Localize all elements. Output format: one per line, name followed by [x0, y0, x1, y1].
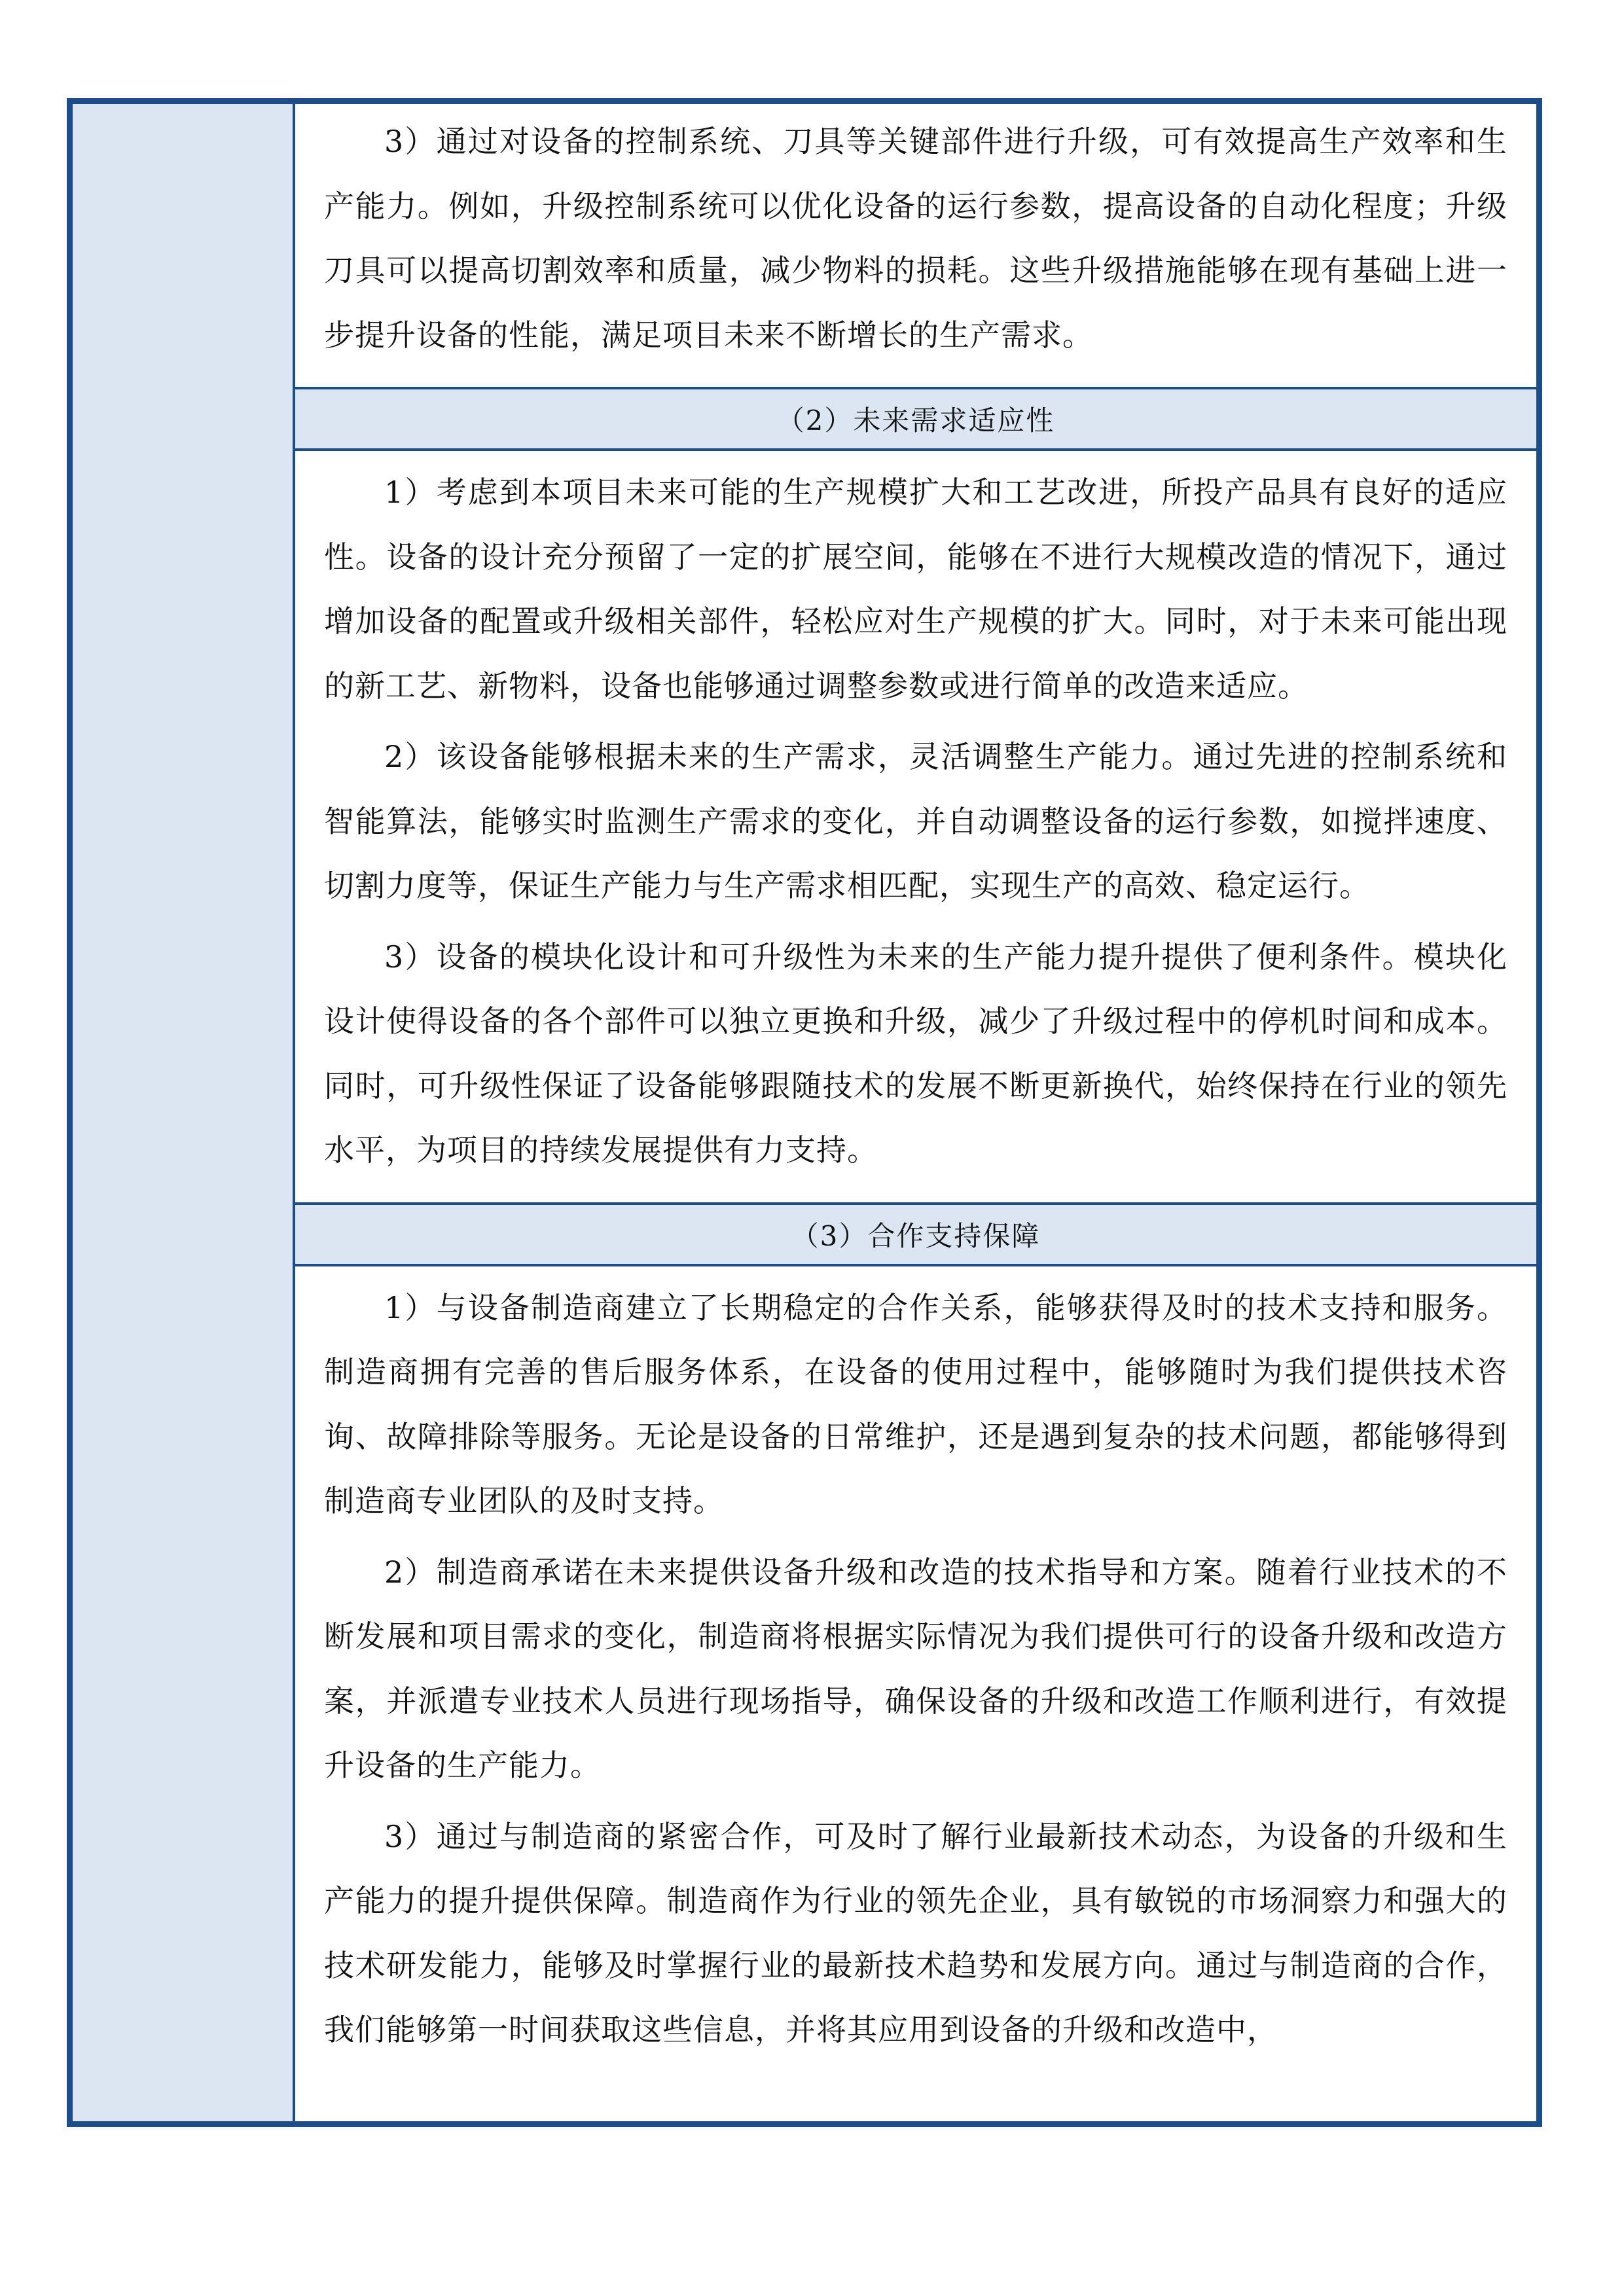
- paragraph: 1）考虑到本项目未来可能的生产规模扩大和工艺改进，所投产品具有良好的适应性。设备的设计充分预留了一定的扩展空间，能够在不进行大规模改造的情况下，通过增加设备的配置或升级相关部件，轻松应对生产规模的扩大。同时，对于未来可能出现的新工艺、新物料，设备也能够通过调整参数或进行简单的改造来适应。: [324, 475, 1507, 704]
- content-column: [295, 104, 1536, 2121]
- table-frame: [67, 98, 1542, 2127]
- section-heading-cooperation-support: （3）合作支持保障: [295, 1205, 1536, 1264]
- section-heading-future-adaptability: （2）未来需求适应性: [295, 389, 1536, 448]
- label-column: [73, 104, 295, 2121]
- paragraph: 2）制造商承诺在未来提供设备升级和改造的技术指导和方案。随着行业技术的不断发展和项目需求的变化，制造商将根据实际情况为我们提供可行的设备升级和改造方案，并派遣专业技术人员进行现场指导，确保设备的升级和改造工作顺利进行，有效提升设备的生产能力。: [324, 1554, 1507, 1783]
- paragraph: 3）通过对设备的控制系统、刀具等关键部件进行升级，可有效提高生产效率和生产能力。例如，升级控制系统可以优化设备的运行参数，提高设备的自动化程度；升级刀具可以提高切割效率和质量，减少物料的损耗。这些升级措施能够在现有基础上进一步提升设备的性能，满足项目未来不断增长的生产需求。: [324, 124, 1507, 353]
- content-cell-future-adaptability: [295, 451, 1536, 1202]
- content-cell-cooperation-support: [295, 1266, 1536, 2122]
- paragraph: 3）通过与制造商的紧密合作，可及时了解行业最新技术动态，为设备的升级和生产能力的提升提供保障。制造商作为行业的领先企业，具有敏锐的市场洞察力和强大的技术研发能力，能够及时掌握行业的最新技术趋势和发展方向。通过与制造商的合作，我们能够第一时间获取这些信息，并将其应用到设备的升级和改造中，: [324, 1818, 1507, 2047]
- content-cell-top: [295, 104, 1536, 387]
- paragraph: 2）该设备能够根据未来的生产需求，灵活调整生产能力。通过先进的控制系统和智能算法，能够实时监测生产需求的变化，并自动调整设备的运行参数，如搅拌速度、切割力度等，保证生产能力与生产需求相匹配，实现生产的高效、稳定运行。: [324, 739, 1507, 903]
- paragraph: 3）设备的模块化设计和可升级性为未来的生产能力提升提供了便利条件。模块化设计使得设备的各个部件可以独立更换和升级，减少了升级过程中的停机时间和成本。同时，可升级性保证了设备能够跟随技术的发展不断更新换代，始终保持在行业的领先水平，为项目的持续发展提供有力支持。: [324, 939, 1507, 1168]
- paragraph: 1）与设备制造商建立了长期稳定的合作关系，能够获得及时的技术支持和服务。制造商拥有完善的售后服务体系，在设备的使用过程中，能够随时为我们提供技术咨询、故障排除等服务。无论是设备的日常维护，还是遇到复杂的技术问题，都能够得到制造商专业团队的及时支持。: [324, 1289, 1507, 1518]
